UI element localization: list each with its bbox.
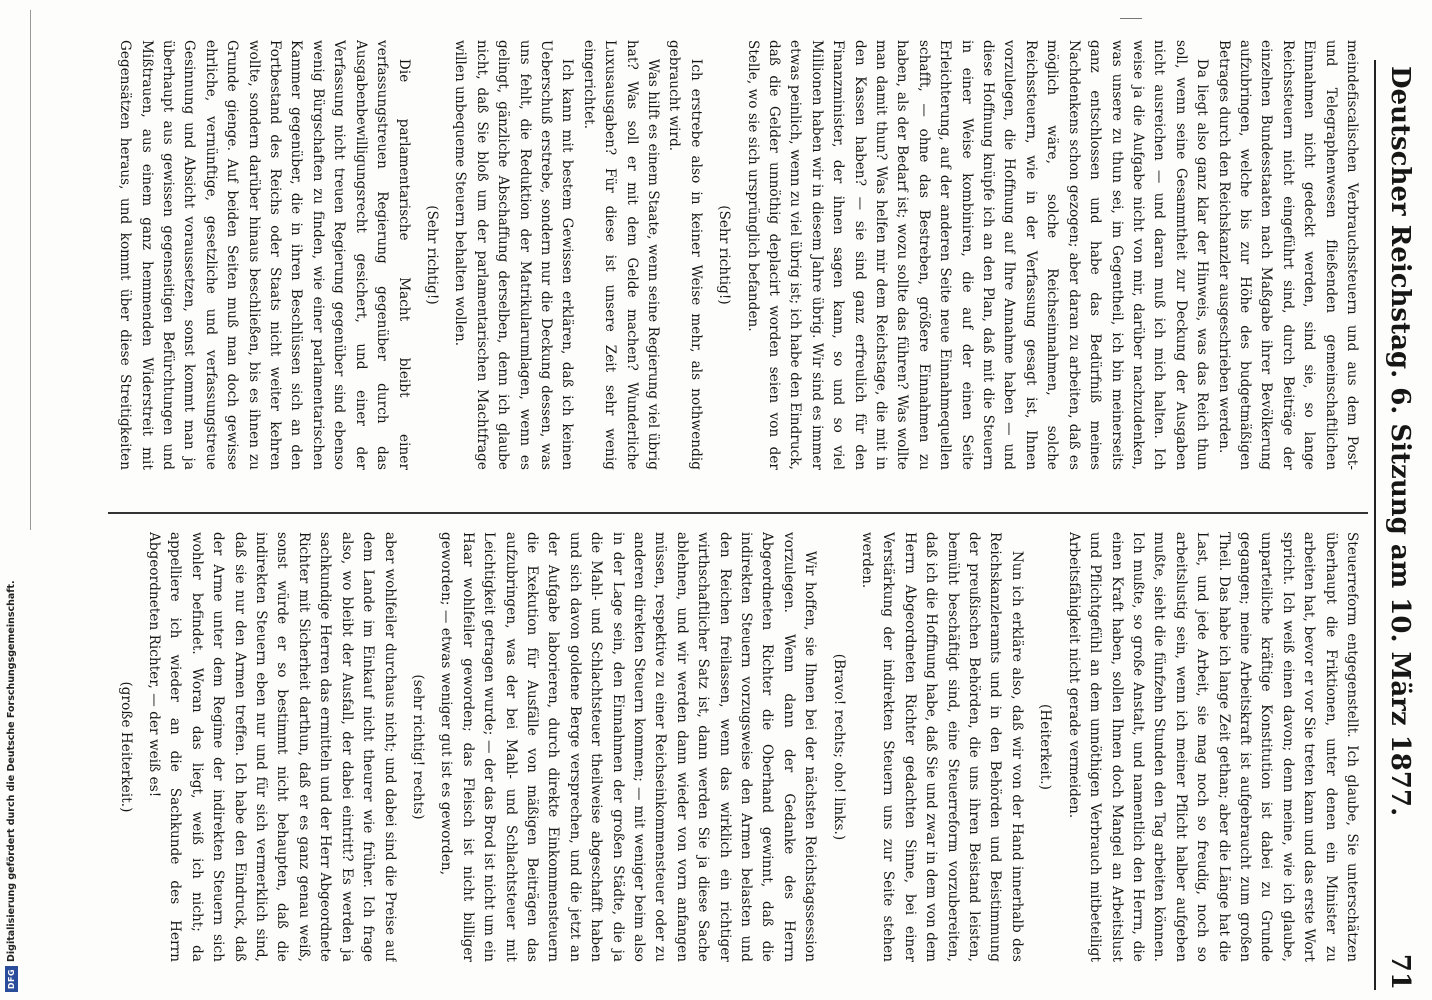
- column-divider: [108, 512, 1368, 514]
- printed-page: [117, 40, 1420, 1000]
- dfg-logo: DFG: [5, 966, 18, 992]
- paragraph: Ich kann mit bestem Gewissen erklären, daß ich keinen Ueberschuß erstrebe, sondern nur die Deckung dessen, was uns fehlt, die Reduktion der Matrikularumlagen, wenn es gelingt, gänzliche Abschaffung derselben, denn ich glaube nicht, daß Sie bloß um der parlamentarischen Machtfrage willen unbequeme Steuern behalten wollen.: [452, 40, 576, 470]
- interjection: (Bravo! rechts; oho! links.): [830, 653, 847, 841]
- paragraph: Steuerreform entgegenstellt. Ich glaube, Sie unterschätzen überhaupt die Friktionen, unter denen ein Minister zu arbeiten hat, bevor er vor Sie treten kann und das erste Wort spricht. Ich weiß einen davon; denn meine, wie ich glaube, unparteiliche kräftige Konstitution ist dabei zu Grunde gegangen; meine Arbeitskraft ist aufgebraucht zum großen Theil. Das habe ich lange Zeit gethan; aber die Länge hat die Last, und jede Arbeit, sie mag noch so freudig, noch so arbeitslustig sein, wenn ich meiner Pflicht halber aufgeben mußte, sieht die fünfzehn Stunden den Tag arbeiten können. Ich mußte, so große Anstalt, und namentlich den Herrn, die einen Kraft haben, sollen Ihnen doch Mangel an Arbeitslust und Pflichtgefühl an dem unnöthigen Verbrauch mitbeteiligt Arbeitsfähigkeit nicht gerade vermeiden.: [1065, 532, 1360, 962]
- interjection: (Sehr richtig!): [716, 205, 733, 305]
- running-head: [1380, 40, 1420, 1000]
- page-number: 71: [1385, 953, 1415, 990]
- text-column-right: [112, 532, 1362, 962]
- paragraph: meindefiscalischen Verbrauchssteuern und aus dem Post- und Telegraphenwesen fließenden gemeinschaftlichen Einnahmen nicht gedeckt werden, sind sie, so lange Reichssteuern nicht eingeführt sind, durch Beiträge der einzelnen Bundesstaaten nach Maßgabe ihrer Bevölkerung aufzubringen, welche bis zur Höhe des budgetmäßigen Betrages durch den Reichskanzler ausgeschrieben werden.: [1215, 40, 1360, 470]
- interjection: (Sehr richtig!): [423, 205, 440, 305]
- paragraph: Ich erstrebe also in keiner Weise mehr, als nothwendig gebraucht wird.: [666, 40, 704, 470]
- interjection: (sehr richtig! rechts): [409, 674, 426, 820]
- text-column-left: [112, 40, 1362, 470]
- page-title: Deutscher Reichstag. 6. Sitzung am 10. März 1877.: [1385, 66, 1415, 817]
- interjection: (große Heiterkeit.): [117, 681, 134, 813]
- paragraph: aber wohlfeiler durchaus nicht; und dabei sind die Preise auf dem Lande im Einkauf nicht theurer wie früher. Ich frage also, wo bleibt der Ausfall, der dabei eintritt? Es werden ja sachkundige Herren das ermitteln und der Herr Abgeordnete Richter mit Sicherheit darthun, daß er es ganz genau weiß, sonst würde er so bestimmt nicht behaupten, daß die indirekten Steuern eben nur und für sich vermerklich sind, daß sie nur den Armen treffen. Ich habe den Eindruck, daß der Arme unter dem Regime der indirekten Steuern sich wohler befindet. Woran das liegt, weiß ich nicht; da appelliere ich wieder an die Sachkunde des Herrn Abgeordneten Richter, — der weiß es!: [146, 532, 398, 962]
- paragraph: Wir hoffen, sie Ihnen bei der nächsten Reichstagssession vorzulegen. Wenn dann der Gedanke des Herrn Abgeordneten Richter die Oberhand gewinnt, daß die indirekten Steuern vorzugsweise den Armen belasten und den Reichen freilassen, wenn das wirklich ein richtiger wirthschaftlicher Satz ist, dann werden Sie ja diese Sache ablehnen, und wir werden dann wieder von vorn anfangen müssen, respektive zu einer Reichseinkommensteuer oder zu anderen direkten Steuern kommen; — mit weniger beim also in der Lage sein, den Einnahmen der großen Städte, die ja die Mahl- und Schlachtsteuer theilweise abgeschafft haben und sich davon goldene Berge versprechen, und die jetzt an der Aufgabe laborieren, durch direkte Einkommensteuern die Exekution für Ausfälle von mäßigen Beiträgen das aufzubringen, was der bei Mahl- und Schlachtsteuer mit Leichtigkeit getragen wurde; — der das Brod ist nicht um ein Haar wohlfeiler geworden; das Fleisch ist nicht billiger geworden; — etwas weniger gut ist es geworden,: [438, 532, 819, 962]
- scan-edge-line: [30, 10, 31, 530]
- interjection: (Heiterkeit.): [1037, 704, 1054, 790]
- header-rule: [1374, 60, 1376, 990]
- paragraph: Die parlamentarische Macht bleibt einer verfassungstreuen Regierung gegenüber durch das Ausgabenbewilligungsrecht gesichert, und einer der Verfassung nicht treuen Regierung gegenüber sind ebenso wenig Bürgschaften zu finden, wie einer parlamentarischen Kammer gegenüber, die in ihren Beschlüssen sich an den Fortbestand des Reichs oder Staats nicht weiter kehren wollte, sondern darüber hinaus beschließen, bis es ihnen zu Grunde gienge. Auf beiden Seiten muß man doch gewisse ehrliche, vernünftige, gesetzliche und verfassungstreue Gesinnung und Absicht voraussetzen, sonst kommt man ja überhaupt aus gewissen gegenseitigen Befürchtungen und Mißtrauen, aus einem ganz hemmenden Widerstreit mit Gegensätzen heraus, und kommt über diese Streitigkeiten: [117, 40, 412, 470]
- scan-edge-mark: [1120, 18, 1142, 19]
- paragraph: Was hilft es einem Staate, wenn seine Regierung viel übrig hat? Was soll er mit dem Gelde machen? Wunderliche Luxusausgaben? Für diese ist unsere Zeit sehr wenig eingerichtet.: [580, 40, 661, 470]
- paragraph: Da liegt also ganz klar der Hinweis, was das Reich thun soll, wenn seine Gesammtheit zur Deckung der Ausgaben nicht ausreichen — und daran muß ich mich halten. Ich weise ja die Aufgabe nicht von mir, darüber nachzudenken, was unsere zu thun sei, im Gegentheil, ich bin meinerseits ganz entschlossen und habe das Bedürfniß meines Nachdenkens schon gezogen; aber daran zu arbeiten, daß es möglich wäre, solche Reichseinnahmen, solche Reichssteuern, wie in der Verfassung gesagt ist, Ihnen vorzulegen, die Hoffnung auf Ihre Annahme haben — und diese Hoffnung knüpfe ich an den Plan, daß mit die Steuern in einer Weise kombiniren, die auf der einen Seite Erleichterung, auf der anderen Seite neue Einnahmequellen schafft, — ohne das Bestreben, größere Einnahmen zu haben, als der Bedarf ist; wozu sollte das führen? Was wollte man damit thun? Was helfen mir dem Reichstage, die mit in den Kassen haben? — sie sind ganz erfreulich für den Finanzminister, der ihnen sagen kann, so und so viel Millionen haben wir in diesem Jahre übrig. Wir sind es immer etwas peinlich, wenn zu viel übrig ist; ich habe den Eindruck, daß die Gelder unnöthig deplacirt worden seien von der Stelle, wo sie sich ursprünglich befanden.: [744, 40, 1211, 470]
- digitization-credit: [4, 580, 20, 992]
- credit-text: Digitalisierung gefördert durch die Deutsche Forschungsgemeinschaft.: [6, 580, 17, 962]
- paragraph: Nun ich erkläre also, daß wir von der Hand innerhalb des Reichskanzleramts und in den Behörden und Beistimmung der preußischen Behörden, die uns ihren Beistand leisten, bemüht beschäftigt sind, eine Steuerreform vorzubereiten, daß ich die Hoffnung habe, daß Sie und zwar in dem von dem Herrn Abgeordneten Richter gedachten Sinne, bei einer Verstärkung der indirekten Steuern uns zur Seite stehen werden.: [859, 532, 1025, 962]
